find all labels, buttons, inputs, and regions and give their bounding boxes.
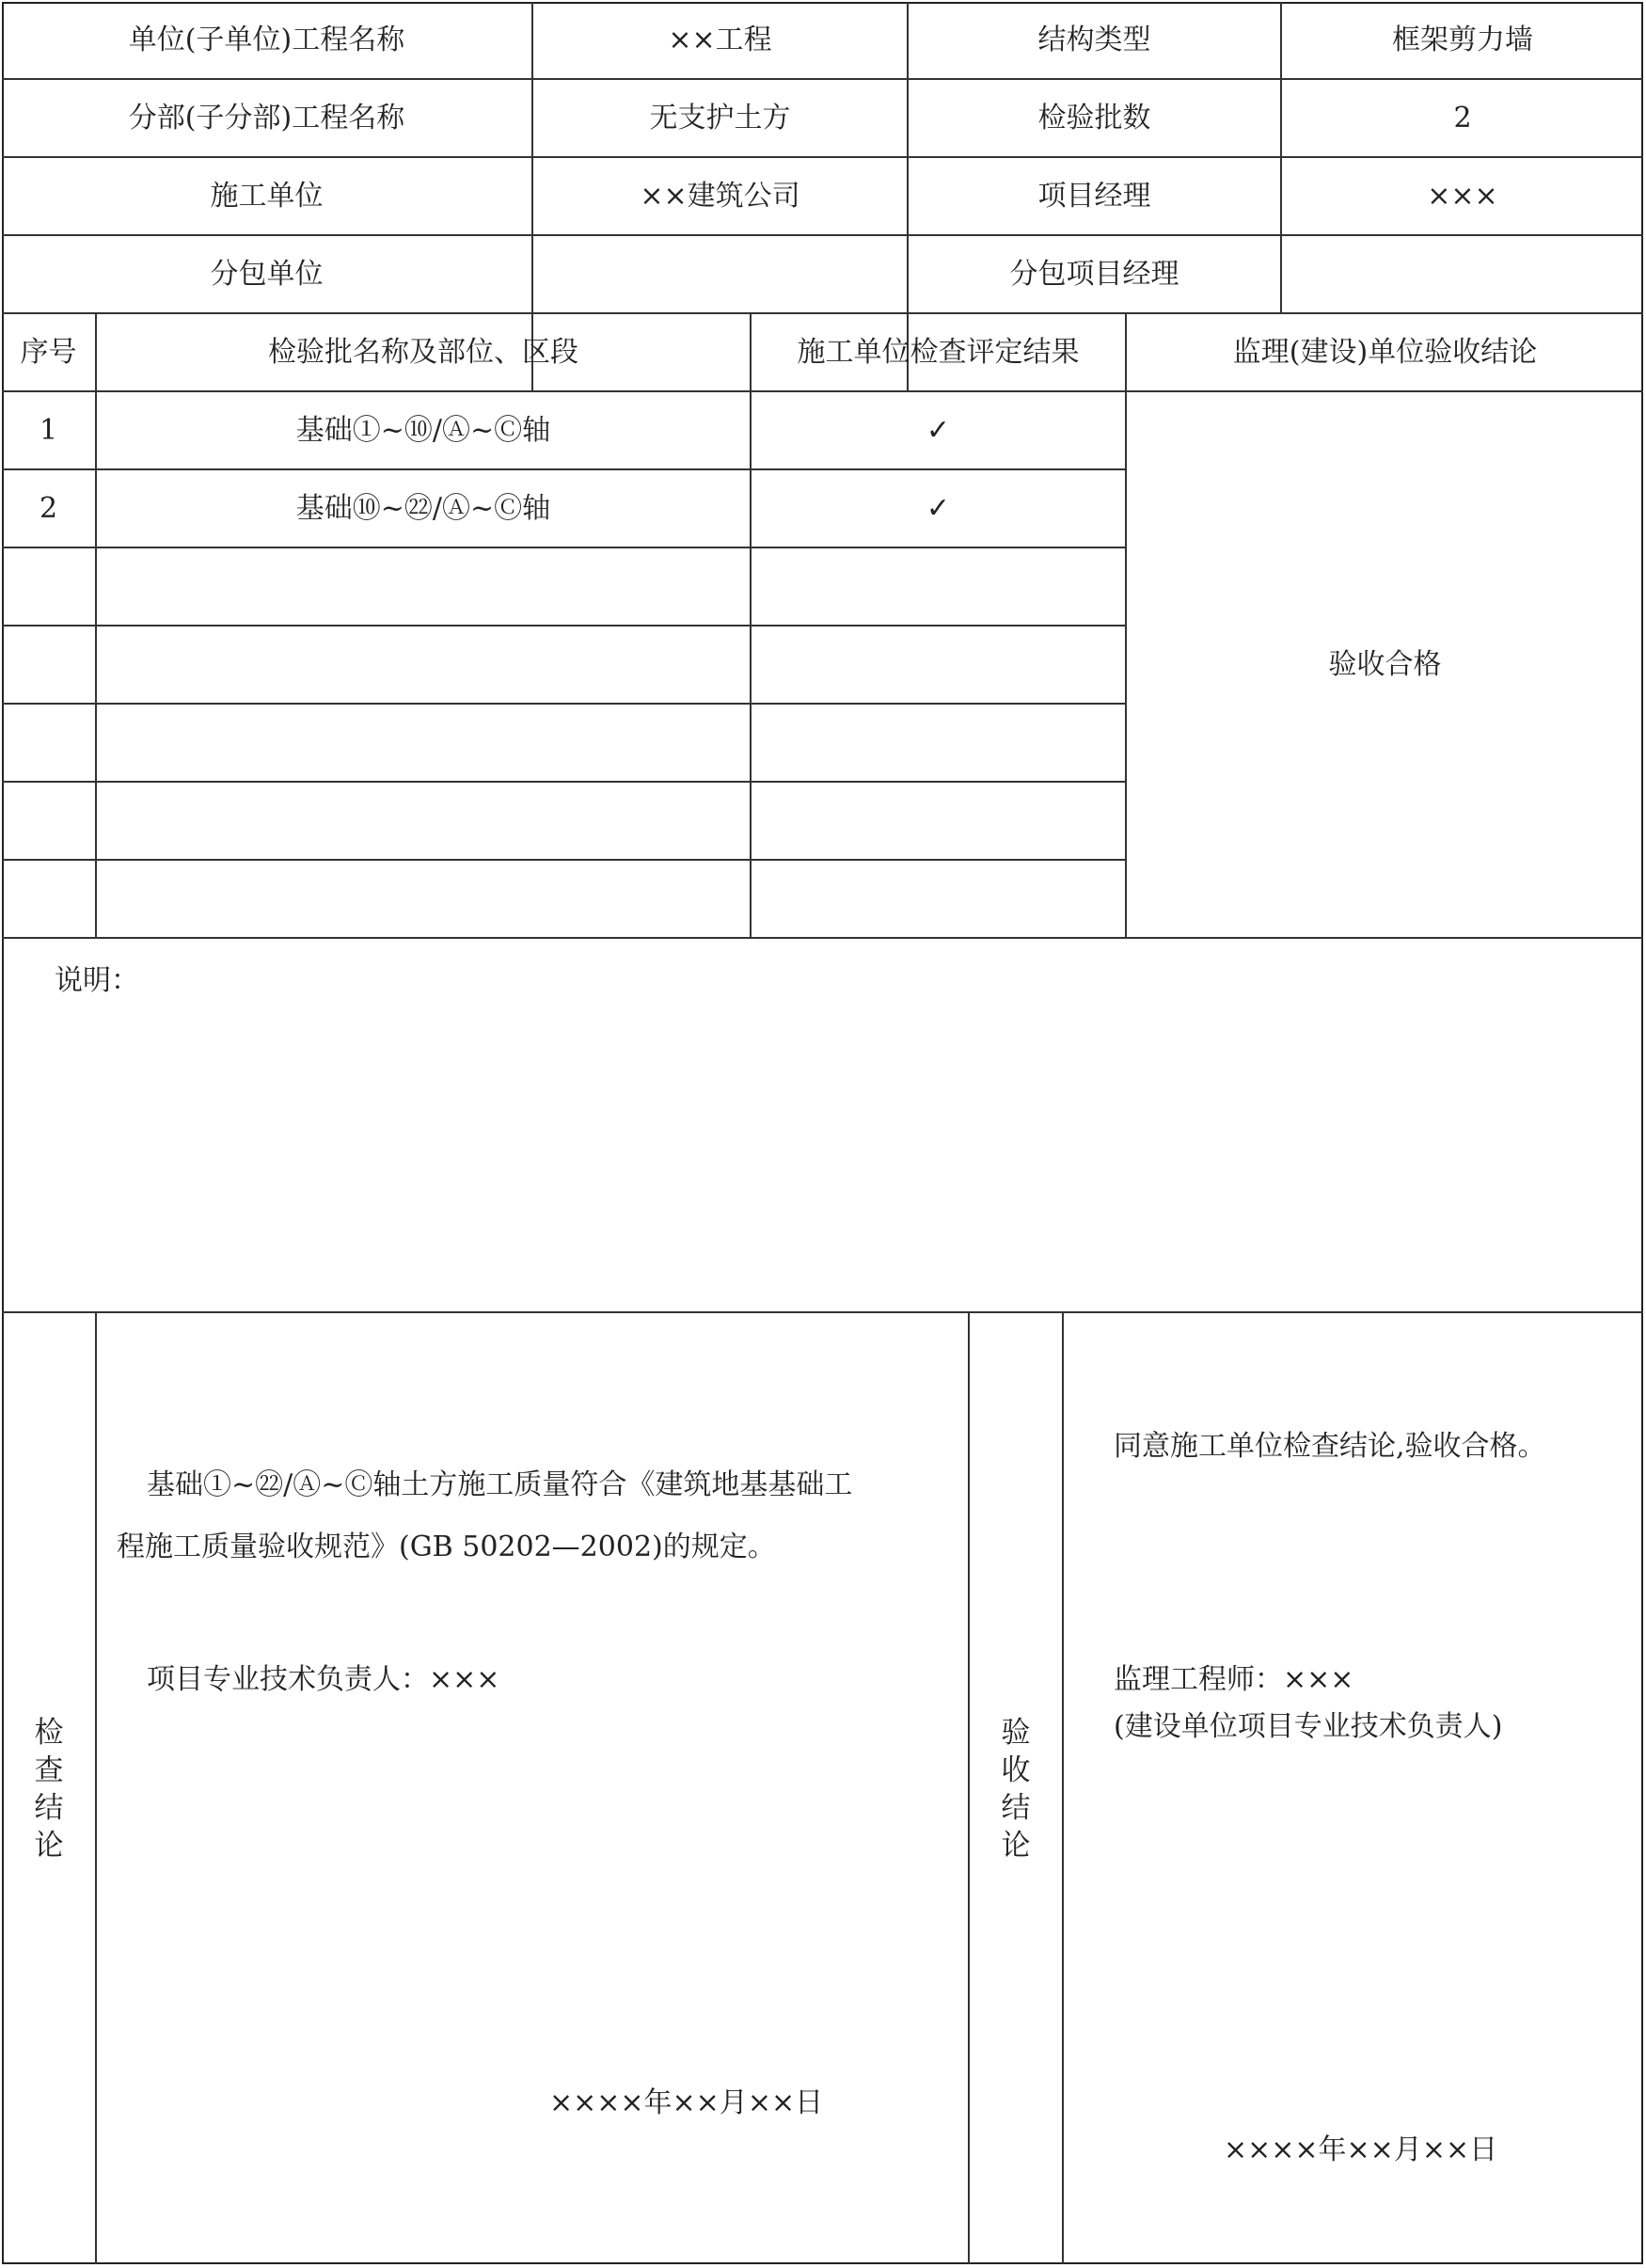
structure-type-value: 框架剪力墙 [1392,23,1533,56]
row-7-number [2,861,95,937]
acceptance-conclusion-text: 同意施工单位检查结论,验收合格。 [1114,1430,1546,1463]
supervising-engineer-signature: 监理工程师：××× [1114,1663,1354,1696]
row-5-batch-name [97,705,750,781]
row-6-number [2,783,95,859]
acceptance-date: ××××年××月××日 [1224,2133,1498,2166]
row-2-batch-name: 基础⑩~㉒/Ⓐ~Ⓒ轴 [295,491,551,525]
construction-unit-label: 施工单位 [210,179,324,213]
column-header-number: 序号 [20,335,77,369]
technical-lead-signature: 项目专业技术负责人：××× [147,1663,500,1696]
row-6-batch-name [97,783,750,859]
rule [95,1311,97,2264]
side-label-char: 查 [34,1753,64,1787]
row-7-check-mark [752,861,1125,937]
row-6-check-mark [752,783,1125,859]
row-2-number: 2 [39,491,58,525]
row-3-batch-name [97,548,750,625]
unit-project-name-label: 单位(子单位)工程名称 [128,23,405,56]
side-label-char: 论 [1001,1829,1031,1863]
sub-project-manager-label: 分包项目经理 [1009,257,1179,291]
rule [2,1311,1643,1313]
inspection-conclusion-text [117,1454,954,1578]
row-4-number [2,626,95,703]
column-header-batch-name: 检验批名称及部位、区段 [268,335,578,369]
row-5-number [2,705,95,781]
structure-type-label: 结构类型 [1037,23,1151,56]
side-label-char: 论 [34,1829,64,1863]
subcontractor-value [533,236,907,312]
rule [2,937,1643,939]
rule [1062,1311,1064,2264]
sub-project-manager-value [1282,236,1643,312]
project-manager-label: 项目经理 [1037,179,1151,213]
acceptance-conclusion-side-label [997,1714,1035,1864]
row-4-batch-name [97,626,750,703]
division-project-name-label: 分部(子分部)工程名称 [128,101,405,135]
subcontractor-label: 分包单位 [210,257,324,291]
side-label-char: 结 [34,1791,64,1825]
column-header-supervision-conclusion: 监理(建设)单位验收结论 [1232,335,1538,369]
side-label-char: 结 [1001,1791,1031,1825]
row-3-number [2,548,95,625]
side-label-char: 收 [1001,1753,1031,1787]
batch-count-value: 2 [1453,101,1472,135]
row-7-batch-name [97,861,750,937]
inspection-text-line-2: 程施工质量验收规范》(GB 50202—2002)的规定。 [117,1531,776,1563]
construction-unit-value: ××建筑公司 [640,179,800,213]
column-header-check-result: 施工单位检查评定结果 [797,335,1080,369]
owner-technical-lead-note: (建设单位项目专业技术负责人) [1114,1710,1503,1743]
project-manager-value: ××× [1427,179,1498,213]
row-3-check-mark [752,548,1125,625]
side-label-char: 验 [1001,1716,1031,1750]
rule [968,1311,970,2264]
row-1-number: 1 [39,413,58,447]
batch-count-label: 检验批数 [1037,101,1151,135]
inspection-conclusion-side-label [30,1714,68,1864]
inspection-text-line-1: 基础①~㉒/Ⓐ~Ⓒ轴土方施工质量符合《建筑地基基础工 [147,1468,853,1501]
side-label-char: 检 [34,1716,64,1750]
unit-project-name-value: ××工程 [668,23,772,56]
row-4-check-mark [752,626,1125,703]
inspection-date: ××××年××月××日 [549,2086,824,2119]
supervision-conclusion: 验收合格 [1328,647,1442,681]
row-1-batch-name: 基础①~⑩/Ⓐ~Ⓒ轴 [295,413,551,447]
row-5-check-mark [752,705,1125,781]
division-project-name-value: 无支护土方 [649,101,791,135]
notes-label: 说明： [55,964,139,997]
row-1-check-mark: ✓ [926,413,951,447]
row-2-check-mark: ✓ [926,491,951,525]
